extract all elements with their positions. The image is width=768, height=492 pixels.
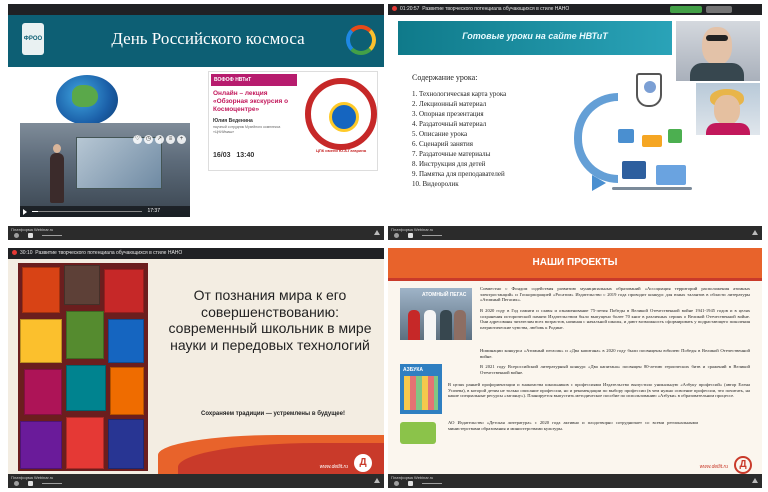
slide-banner	[398, 21, 672, 55]
atomic-pegasus-photo	[400, 288, 472, 340]
camera-icon[interactable]	[28, 233, 33, 238]
publisher-logo: Д	[734, 456, 752, 474]
list-item: 4. Раздаточный материал	[412, 120, 487, 128]
volume-slider[interactable]	[422, 483, 442, 484]
book-cover	[64, 265, 100, 305]
book-cover	[20, 421, 62, 469]
video-controls	[20, 206, 190, 217]
panel-bottom-bar	[388, 474, 762, 488]
book-cover	[110, 367, 144, 415]
illustration-screen	[642, 135, 662, 147]
presenter-name: Платформа Webinar.ru	[11, 227, 54, 232]
list-item: 9. Памятка для преподавателей	[412, 170, 505, 178]
slide-body	[8, 67, 384, 226]
presenter-name: Платформа Webinar.ru	[11, 475, 54, 480]
project-paragraph: Совместно с Фондом содействия развитию муниципальных образований «Ассоциация территорий расположения атомных электростанций» и Госкорпорацией «Росатом» Издательство с 2019 года проводит конкурс для юных талантов в области литературы «Атомный Пегасик».	[480, 286, 750, 303]
lecture-date: 16/03	[213, 152, 231, 159]
presenter-name: Платформа Webinar.ru	[391, 227, 434, 232]
list-item: 7. Раздаточные материалы	[412, 150, 491, 158]
book-cover	[104, 269, 144, 313]
list-item: 10. Видеоролик	[412, 180, 459, 188]
book-cover-art	[404, 376, 438, 410]
publisher-site: www.detlit.ru	[319, 464, 348, 470]
panel-bottom-bar	[388, 226, 762, 240]
lecture-time: 13:40	[236, 152, 255, 159]
webinar-panel-lessons	[388, 4, 762, 240]
webinar-panel-projects	[388, 248, 762, 488]
slide-stage	[388, 15, 762, 226]
list-item: 2. Лекционный материал	[412, 100, 487, 108]
photo-brand-label: АТОМНЫЙ ПЕГАС	[422, 292, 467, 298]
cosmonaut-center-emblem	[305, 78, 377, 150]
playlist-icon[interactable]: ≡	[166, 135, 175, 144]
volume-slider[interactable]	[42, 483, 62, 484]
video-seek-bar[interactable]	[32, 211, 142, 212]
alphabet-book-cover	[400, 364, 442, 414]
fullscreen-icon[interactable]	[752, 478, 758, 483]
camera-icon[interactable]	[408, 481, 413, 486]
meeting-timer: 01:20:57	[400, 6, 420, 12]
video-toolbar	[131, 127, 186, 145]
mic-icon[interactable]	[14, 481, 19, 486]
lecture-card	[208, 71, 378, 171]
list-item: 1. Технологическая карта урока	[412, 90, 507, 98]
banner-title: Готовые уроки на сайте НВТиТ	[462, 31, 608, 41]
illustration-screen	[668, 129, 682, 143]
book-cover	[108, 319, 144, 363]
recording-icon	[392, 6, 397, 11]
book-covers-collage	[18, 263, 148, 471]
emblem-caption: ЦПК имени Ю.А.Гагарина	[315, 148, 367, 153]
photo-person	[408, 310, 420, 340]
participant-clothes	[706, 123, 750, 135]
fullscreen-icon[interactable]	[374, 478, 380, 483]
mic-icon[interactable]	[14, 233, 19, 238]
play-icon[interactable]	[23, 209, 27, 215]
lecture-datetime	[213, 152, 254, 159]
event-ring-logo	[346, 25, 376, 55]
recording-icon	[12, 250, 17, 255]
slide-title: День Российского космоса	[111, 29, 305, 48]
book-cover	[108, 419, 144, 469]
add-icon[interactable]: +	[177, 135, 186, 144]
list-item: 8. Инструкция для детей	[412, 160, 486, 168]
webinar-panel-books	[8, 248, 384, 488]
volume-slider[interactable]	[42, 235, 62, 236]
panel-top-bar	[8, 4, 384, 15]
watch-later-icon[interactable]: ◷	[145, 136, 152, 142]
like-icon[interactable]: ♡	[134, 136, 141, 142]
webinar-panel-space-day	[8, 4, 384, 240]
project-paragraph: В 2021 году Всероссийский литературный конкурс «Два капитана» посвящен 80-летию героических битв и сражений в Великой Отечественной войне.	[480, 364, 750, 375]
participant-face	[702, 27, 732, 65]
embedded-video[interactable]	[20, 123, 190, 217]
arrowhead-graphic	[592, 175, 606, 191]
illustration-desk	[612, 187, 692, 190]
headset-icon	[706, 35, 728, 41]
meeting-title: Развитие творческого потенциала обучающихся в стиле НАНО	[35, 250, 183, 256]
presenter-name: Платформа Webinar.ru	[391, 475, 434, 480]
action-button-gray[interactable]	[706, 6, 732, 13]
book-cover	[66, 365, 106, 411]
book-cover	[22, 267, 60, 313]
participant-shirt	[690, 63, 744, 81]
list-item: 6. Сценарий занятия	[412, 140, 473, 148]
illustration-screen	[622, 161, 646, 179]
meeting-title: Развитие творческого потенциала обучающихся в стиле НАНО	[422, 6, 570, 12]
org-logo: ФРОО	[22, 23, 44, 55]
slide-title: НАШИ ПРОЕКТЫ	[532, 257, 618, 268]
speaker-role: научный сотрудник Музейного комплекса «ЦНИИмаш»	[213, 125, 281, 134]
crest-graphic	[636, 73, 662, 107]
action-button-green[interactable]	[670, 6, 702, 13]
book-cover-label: АЗБУКА	[403, 367, 423, 373]
project-paragraph: В 2020 году в Год памяти и славы и ознаменование 75-летия Победы в Великой Отечественной войне 1941-1945 годов и в целях сохранения исторической памяти Издательством было выпущено более 70 книг в различных сериях о Великой Отечественной войне. Они адресованы читателям всех возрастов, начиная с начальной школы, и дают возможность сформировать у подрастающего поколения патриотические чувства, любовь к Родине.	[480, 308, 750, 330]
illustration-screen	[618, 129, 634, 143]
book-cover	[66, 417, 104, 469]
panel-bottom-bar	[8, 226, 384, 240]
project-paragraph: В целях ранней профориентации и знакомства школьников с профессиями Издательство выпустило уникальную «Азбуку профессий» (автор Елена Усачева), в которой детям не только описание профессии, но и рекомендации по выбору профессии (в чем нужно освоение профессии, что почитать, на какие специальные ресурсы «загляну»). Планируется выпустить методическое пособие по использованию «Азбуки» в образовательном процессе.	[448, 382, 750, 399]
mic-icon[interactable]	[394, 233, 399, 238]
project-paragraph: Номинации конкурса «Атомный пегасик» и «Два капитана» в 2020 году были посвящены юбилею Победы в Великой Отечественной войне.	[480, 348, 750, 359]
slide-stage	[8, 259, 384, 474]
book-cover	[66, 311, 104, 359]
mic-icon[interactable]	[394, 481, 399, 486]
share-icon[interactable]: ↗	[156, 136, 163, 142]
children-photo	[400, 422, 436, 444]
slide-header	[388, 248, 762, 278]
publisher-site: www.detlit.ru	[699, 464, 728, 470]
illustration-screen	[656, 165, 686, 185]
video-progress-fill	[32, 211, 38, 212]
participant-video-male[interactable]	[676, 21, 760, 81]
camera-icon[interactable]	[28, 481, 33, 486]
panel-bottom-bar	[8, 474, 384, 488]
publisher-logo: Д	[354, 454, 372, 472]
card-heading: Онлайн – лекция «Обзорная экскурсия о Космоцентре»	[213, 90, 289, 113]
photo-person	[454, 310, 466, 340]
list-item: 5. Описание урока	[412, 130, 468, 138]
participant-face	[714, 95, 740, 125]
project-paragraph: АО Издательство «Детская литература» с 2020 года активно и плодотворно сотрудничает со всеми региональными министерствами образования и министерствами культуры.	[448, 420, 698, 431]
participant-video-female[interactable]	[696, 83, 760, 135]
fullscreen-icon[interactable]	[752, 230, 758, 235]
list-item: 3. Опорная презентация	[412, 110, 484, 118]
video-time: 17:37	[147, 208, 160, 214]
book-cover	[24, 369, 62, 415]
slide-stage	[388, 248, 762, 474]
contents-title: Содержание урока:	[412, 73, 478, 82]
fullscreen-icon[interactable]	[374, 230, 380, 235]
slide-headline: От познания мира к его совершенствованию: современный школьник в мире науки и передовых технологий	[168, 287, 372, 353]
globe-image	[56, 75, 118, 125]
volume-slider[interactable]	[422, 235, 442, 236]
speaker-name: Юлия Веденина	[213, 118, 253, 124]
lesson-contents-list	[412, 89, 506, 189]
meeting-timer: 30:10	[20, 250, 33, 256]
video-presenter-figure	[50, 153, 64, 203]
camera-icon[interactable]	[408, 233, 413, 238]
panel-top-bar	[388, 4, 762, 15]
card-brand: ВОФОФ НВТиТ	[211, 74, 297, 86]
slide-tagline: Сохраняем традиции — устремлены в будущее!	[201, 411, 345, 417]
panel-top-bar	[8, 248, 384, 259]
photo-person	[424, 310, 436, 340]
book-cover	[20, 319, 62, 363]
slide-header	[8, 15, 384, 67]
photo-person	[440, 310, 452, 340]
workplace-illustration	[612, 125, 708, 199]
